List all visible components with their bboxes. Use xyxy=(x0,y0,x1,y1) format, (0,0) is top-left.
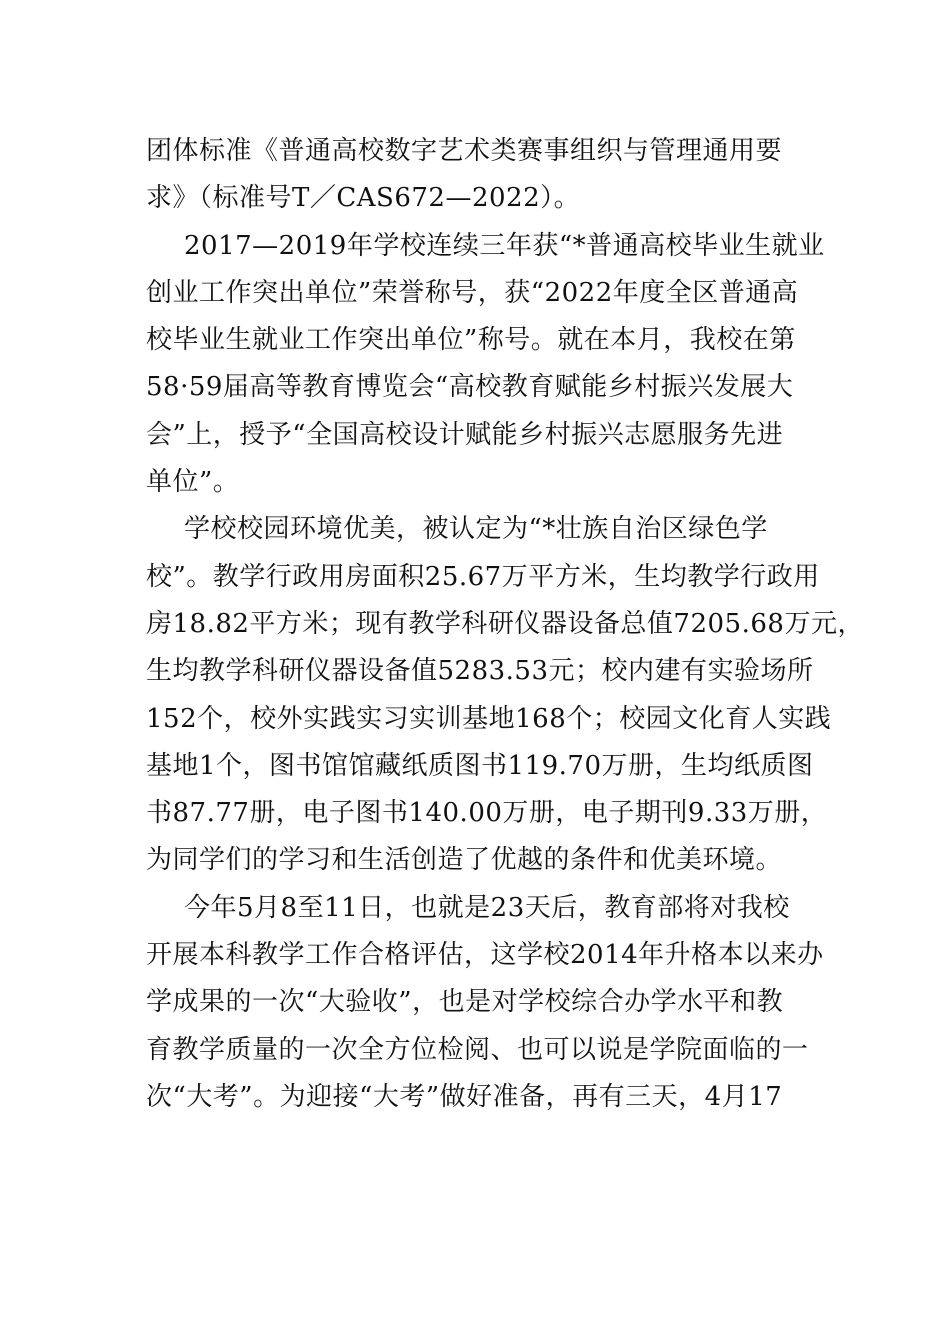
text-line: 房18.82平方米；现有教学科研仪器设备总值7205.68万元， xyxy=(146,608,864,639)
text-line: 生均教学科研仪器设备值5283.53元；校内建有实验场所 xyxy=(146,656,814,687)
text-line: 次“大考”。为迎接“大考”做好准备，再有三天，4月17 xyxy=(146,1081,783,1112)
text-line: 为同学们的学习和生活创造了优越的条件和优美环境。 xyxy=(146,845,783,876)
text-line: 152个，校外实践实习实训基地168个；校园文化育人实践 xyxy=(146,703,832,734)
text-line: 书87.77册，电子图书140.00万册，电子期刊9.33万册， xyxy=(146,798,828,829)
text-line: 单位”。 xyxy=(146,467,240,498)
text-line: 会”上，授予“全国高校设计赋能乡村振兴志愿服务先进 xyxy=(146,419,784,450)
text-line: 58·59届高等教育博览会“高校教育赋能乡村振兴发展大 xyxy=(146,372,794,403)
text-line: 校毕业生就业工作突出单位”称号。就在本月，我校在第 xyxy=(146,325,796,356)
text-line: 基地1个，图书馆馆藏纸质图书119.70万册，生均纸质图 xyxy=(146,750,814,781)
paragraph-first-line: 学校校园环境优美，被认定为“*壮族自治区绿色学 xyxy=(184,514,768,545)
paragraph-first-line: 2017—2019年学校连续三年获“*普通高校毕业生就业 xyxy=(184,230,825,261)
text-line: 求》（标准号T／CAS672—2022）。 xyxy=(146,183,581,214)
paragraph-first-line: 今年5月8至11日，也就是23天后，教育部将对我校 xyxy=(184,892,790,923)
text-line: 团体标准《普通高校数字艺术类赛事组织与管理通用要 xyxy=(146,136,783,166)
body-text xyxy=(146,128,864,1121)
text-line: 校”。教学行政用房面积25.67万平方米，生均教学行政用 xyxy=(146,561,820,592)
text-line: 育教学质量的一次全方位检阅、也可以说是学院面临的一 xyxy=(146,1034,809,1065)
text-line: 开展本科教学工作合格评估，这学校2014年升格本以来办 xyxy=(146,940,824,971)
text-line: 创业工作突出单位”荣誉称号，获“2022年度全区普通高 xyxy=(146,277,799,308)
text-line: 学成果的一次“大验收”，也是对学校综合办学水平和教 xyxy=(146,987,784,1018)
